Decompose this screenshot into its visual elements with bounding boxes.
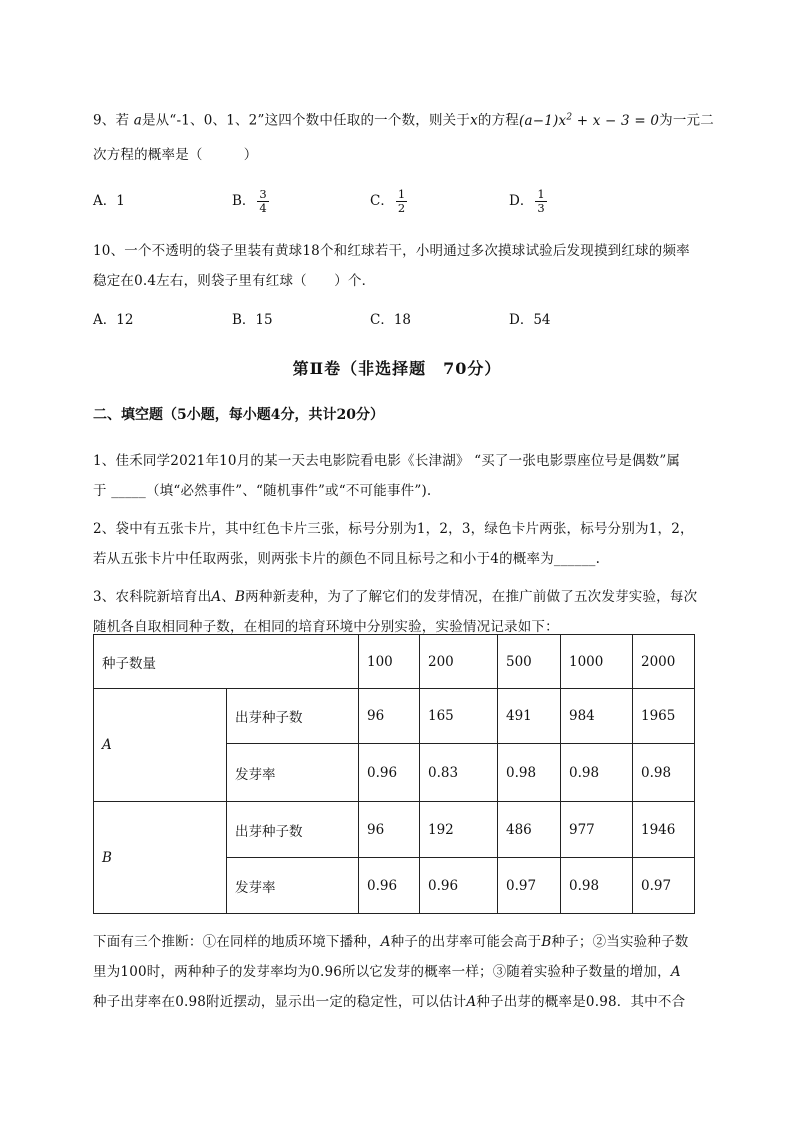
part-2-title: 第Ⅱ卷（非选择题 70分） bbox=[292, 359, 502, 378]
table-cell: 96 bbox=[359, 802, 420, 858]
table-cell: 0.98 bbox=[561, 858, 633, 914]
option-a[interactable]: A．1 bbox=[93, 193, 125, 209]
table-cell: 165 bbox=[420, 689, 498, 744]
table-row-label: 出芽种子数 bbox=[227, 802, 359, 858]
table-cell: 0.83 bbox=[420, 744, 498, 802]
option-c[interactable]: C．18 bbox=[370, 312, 412, 328]
table-row bbox=[94, 689, 695, 744]
fill-question-1: 1、佳禾同学2021年10月的某一天去电影院看电影《长津湖》 “买了一张电影票座位号是偶数”属 于 _____（填“必然事件”、“随机事件”或“不可能事件”). bbox=[93, 453, 681, 499]
option-d[interactable]: D． $\frac{1}{3}$ bbox=[509, 187, 545, 215]
table-cell: 100 bbox=[359, 635, 420, 689]
table-cell: 977 bbox=[561, 802, 633, 858]
question-10-options bbox=[93, 305, 653, 335]
equation: $(a-1)x^2 + x - 3 = 0$ bbox=[519, 112, 660, 129]
option-b[interactable]: B．15 bbox=[232, 312, 273, 328]
variable-x: x bbox=[470, 112, 478, 129]
fill-question-3: 3、农科院新培育出A、B两种新麦种，为了了解它们的发芽情况，在推广前做了五次发芽实验，每次 随机各自取相同种子数，在相同的培育环境中分别实验，实验情况记录如下： bbox=[93, 589, 698, 635]
table-row bbox=[94, 802, 695, 858]
table-cell: 0.98 bbox=[498, 744, 561, 802]
table-cell: 96 bbox=[359, 689, 420, 744]
table-cell: 0.97 bbox=[498, 858, 561, 914]
section-heading: 二、填空题（5小题，每小题4分，共计20分） bbox=[93, 407, 384, 423]
group-label-a: A bbox=[94, 689, 227, 802]
table-cell: 984 bbox=[561, 689, 633, 744]
table-row-label: 发芽率 bbox=[227, 744, 359, 802]
table-row-label: 出芽种子数 bbox=[227, 689, 359, 744]
table-cell: 0.97 bbox=[633, 858, 695, 914]
table-header-label: 种子数量 bbox=[94, 635, 359, 689]
question-9-line-1: 9、若 a是从“-1、0、1、2”这四个数中任取的一个数，则关于x的方程$(a-1)x^2 + x - 3 = 0$为一元二 bbox=[93, 112, 714, 129]
table-header-row bbox=[94, 635, 695, 689]
table-cell: 1000 bbox=[561, 635, 633, 689]
table-cell: 0.98 bbox=[561, 744, 633, 802]
option-c[interactable]: C． $\frac{1}{2}$ bbox=[370, 187, 406, 215]
group-label-b: B bbox=[94, 802, 227, 914]
fraction: $\frac{1}{2}$ bbox=[397, 187, 406, 215]
table-cell: 1965 bbox=[633, 689, 695, 744]
table-cell: 0.98 bbox=[633, 744, 695, 802]
table-cell: 192 bbox=[420, 802, 498, 858]
option-b[interactable]: B． $\frac{3}{4}$ bbox=[232, 187, 267, 215]
table-row-label: 发芽率 bbox=[227, 858, 359, 914]
option-a[interactable]: A．12 bbox=[93, 312, 134, 328]
table-cell: 1946 bbox=[633, 802, 695, 858]
table-cell: 2000 bbox=[633, 635, 695, 689]
variable-a: a bbox=[133, 112, 142, 129]
table-cell: 0.96 bbox=[359, 744, 420, 802]
question-9 bbox=[93, 102, 743, 170]
inference-paragraph: 下面有三个推断：①在同样的地质环境下播种，A种子的出芽率可能会高于B种子；②当实验种子数 里为100时，两种种子的发芽率均为0.96所以它发芽的概率一样；③随着实验种子数量的增加，A 种子出芽率在0.98附近摆动，显示出一定的稳定性，可以估计A种子出芽的概率是0.98．其中不合 bbox=[93, 934, 689, 1010]
fraction: $\frac{1}{3}$ bbox=[537, 187, 545, 215]
fraction: $\frac{3}{4}$ bbox=[259, 187, 267, 215]
table-cell: 200 bbox=[420, 635, 498, 689]
option-d[interactable]: D．54 bbox=[509, 312, 551, 328]
question-10: 10、一个不透明的袋子里装有黄球18个和红球若干，小明通过多次摸球试验后发现摸到红球的频率 稳定在0.4左右，则袋子里有红球（ ）个． bbox=[93, 243, 690, 289]
question-9-line-2: 次方程的概率是（ ） bbox=[93, 146, 258, 163]
table-cell: 486 bbox=[498, 802, 561, 858]
table-cell: 500 bbox=[498, 635, 561, 689]
table-cell: 0.96 bbox=[420, 858, 498, 914]
fill-question-2: 2、袋中有五张卡片，其中红色卡片三张，标号分别为1，2，3，绿色卡片两张，标号分别为1，2， 若从五张卡片中任取两张，则两张卡片的颜色不同且标号之和小于4的概率为______. bbox=[93, 521, 694, 567]
germination-table bbox=[93, 634, 695, 914]
table-cell: 0.96 bbox=[359, 858, 420, 914]
table-cell: 491 bbox=[498, 689, 561, 744]
question-9-options bbox=[93, 186, 653, 216]
